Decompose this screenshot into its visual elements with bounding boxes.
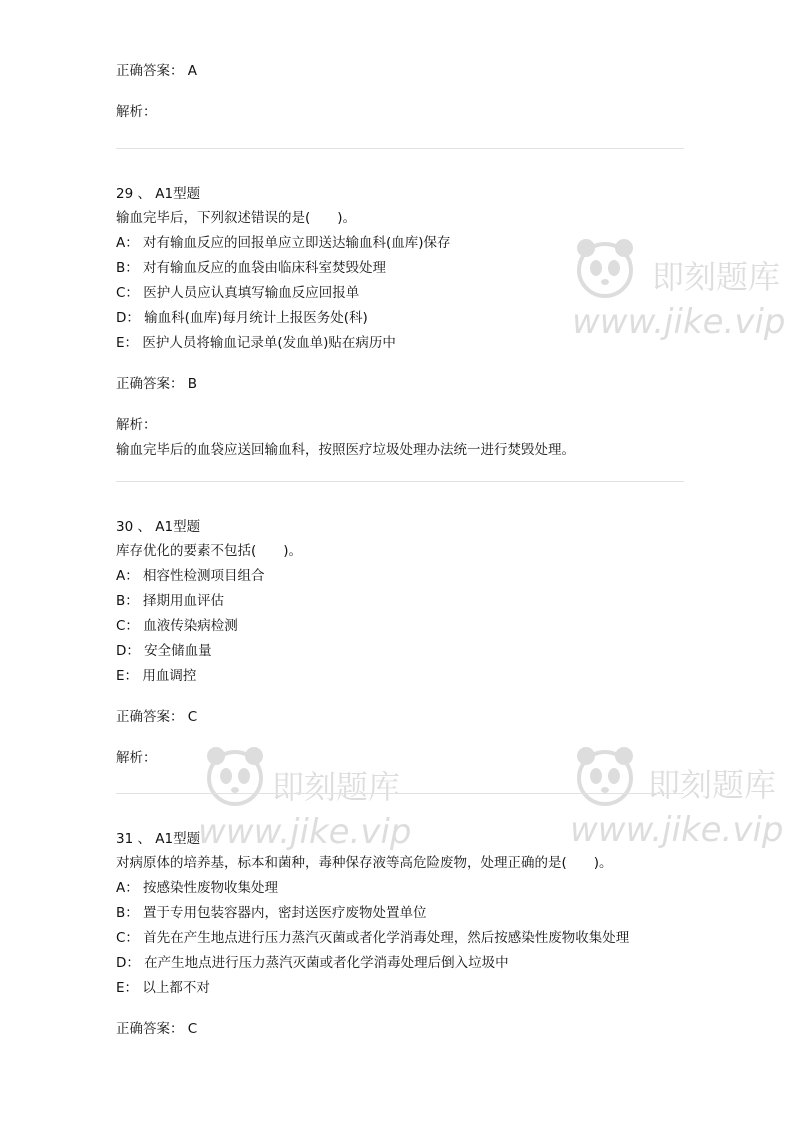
question-text: 输血完毕后，下列叙述错误的是( )。: [116, 210, 357, 226]
analysis-label: 解析：: [116, 104, 157, 120]
option-e: E： 医护人员将输血记录单(发血单)贴在病历中: [116, 335, 396, 351]
option-d: D： 安全储血量: [116, 643, 212, 659]
panda-logo-icon: [570, 232, 640, 302]
option-a: A： 相容性检测项目组合: [116, 568, 265, 584]
watermark-url: www.jike.vip: [570, 810, 784, 850]
divider: [116, 793, 684, 794]
divider: [116, 148, 684, 149]
option-d: D： 在产生地点进行压力蒸汽灭菌或者化学消毒处理后倒入垃圾中: [116, 955, 509, 971]
watermark-url: www.jike.vip: [572, 302, 786, 342]
question-text: 对病原体的培养基，标本和菌种，毒种保存液等高危险废物，处理正确的是( )。: [116, 855, 613, 871]
option-c: C： 血液传染病检测: [116, 618, 238, 634]
analysis-label: 解析：: [116, 417, 157, 433]
panda-logo-icon: [570, 740, 640, 810]
correct-answer: 正确答案： A: [116, 63, 198, 79]
analysis-text: 输血完毕后的血袋应送回输血科，按照医疗垃圾处理办法统一进行焚毁处理。: [116, 442, 575, 458]
option-c: C： 首先在产生地点进行压力蒸汽灭菌或者化学消毒处理，然后按感染性废物收集处理: [116, 930, 630, 946]
panda-logo-icon: [200, 740, 270, 810]
watermark-brand: 即刻题库: [272, 768, 401, 806]
option-d: D： 输血科(血库)每月统计上报医务处(科): [116, 310, 368, 326]
question-header: 29 、 A1型题: [116, 186, 201, 202]
question-text: 库存优化的要素不包括( )。: [116, 543, 303, 559]
option-a: A： 对有输血反应的回报单应立即送达输血科(血库)保存: [116, 235, 451, 251]
question-header: 31 、 A1型题: [116, 831, 201, 847]
option-a: A： 按感染性废物收集处理: [116, 880, 279, 896]
watermark-brand: 即刻题库: [648, 766, 777, 804]
option-b: B： 对有输血反应的血袋由临床科室焚毁处理: [116, 260, 387, 276]
option-e: E： 以上都不对: [116, 980, 210, 996]
watermark: [560, 232, 800, 362]
watermark-brand: 即刻题库: [652, 258, 781, 296]
watermark-url: www.jike.vip: [198, 812, 412, 852]
option-c: C： 医护人员应认真填写输血反应回报单: [116, 285, 360, 301]
correct-answer: 正确答案： C: [116, 709, 198, 725]
option-e: E： 用血调控: [116, 668, 197, 684]
correct-answer: 正确答案： B: [116, 376, 198, 392]
analysis-label: 解析：: [116, 750, 157, 766]
question-header: 30 、 A1型题: [116, 519, 201, 535]
option-b: B： 择期用血评估: [116, 593, 225, 609]
divider: [116, 481, 684, 482]
option-b: B： 置于专用包装容器内，密封送医疗废物处置单位: [116, 905, 427, 921]
watermark: [570, 740, 800, 870]
correct-answer: 正确答案： C: [116, 1021, 198, 1037]
